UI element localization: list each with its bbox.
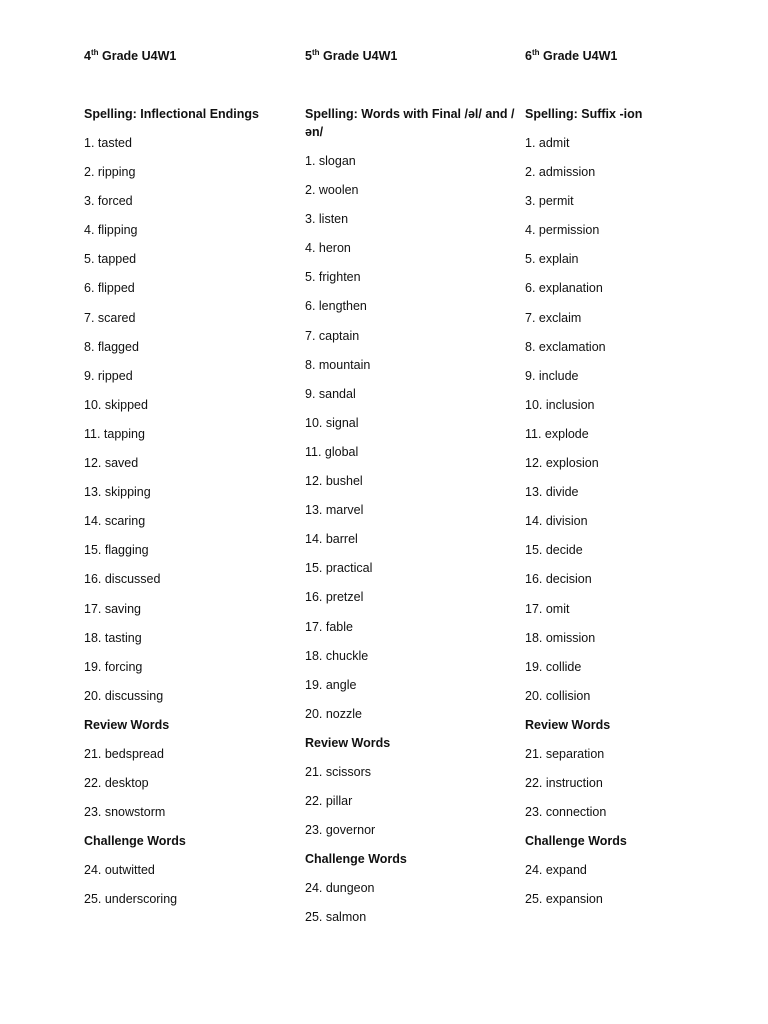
spelling-word: 2. ripping <box>84 165 136 180</box>
grade-number: 4 <box>84 49 91 63</box>
review-words-label: Review Words <box>84 717 170 732</box>
spelling-word: 7. captain <box>305 328 360 343</box>
spelling-word: 9. sandal <box>305 386 356 401</box>
grade-6-title <box>525 46 735 66</box>
spelling-word: 15. flagging <box>84 543 149 558</box>
spelling-word: 14. barrel <box>305 532 358 547</box>
spelling-word: 3. forced <box>84 194 133 209</box>
grade-title-rest: Grade U4W1 <box>539 49 618 63</box>
spelling-word: 20. collision <box>525 688 591 703</box>
grade-title-rest: Grade U4W1 <box>98 49 177 63</box>
review-word: 21. bedspread <box>84 746 164 761</box>
spelling-word: 4. permission <box>525 223 600 238</box>
spelling-word: 18. omission <box>525 630 596 645</box>
grade-5-column <box>305 46 515 938</box>
spelling-word: 15. decide <box>525 543 583 558</box>
spelling-word: 9. include <box>525 368 579 383</box>
spelling-word-list <box>525 134 735 908</box>
review-word: 22. desktop <box>84 776 149 791</box>
grade-4-column <box>84 46 294 920</box>
spelling-word: 6. explanation <box>525 281 603 296</box>
grade-ordinal-suffix: th <box>311 47 320 57</box>
review-word: 22. pillar <box>305 794 353 809</box>
review-words-label: Review Words <box>305 735 391 750</box>
spelling-heading: Spelling: Inflectional Endings <box>84 107 260 121</box>
challenge-word: 25. underscoring <box>84 892 178 907</box>
spelling-word: 20. discussing <box>84 688 164 703</box>
grade-5-title <box>305 46 515 66</box>
spelling-word: 13. skipping <box>84 485 151 500</box>
grade-ordinal-suffix: th <box>531 47 540 57</box>
grade-4-title <box>84 46 294 66</box>
spelling-word: 7. exclaim <box>525 310 582 325</box>
spelling-word: 11. tapping <box>84 426 145 441</box>
spelling-word: 8. flagged <box>84 339 139 354</box>
spelling-word: 10. signal <box>305 415 359 430</box>
spelling-word: 10. inclusion <box>525 397 595 412</box>
review-word: 23. governor <box>305 823 376 838</box>
spelling-word: 14. division <box>525 514 588 529</box>
spelling-word: 7. scared <box>84 310 136 325</box>
spelling-word: 16. decision <box>525 572 592 587</box>
spelling-word: 3. permit <box>525 194 574 209</box>
review-word: 22. instruction <box>525 776 603 791</box>
spelling-word: 13. divide <box>525 485 579 500</box>
grade-title-rest: Grade U4W1 <box>319 49 398 63</box>
spelling-word: 12. bushel <box>305 474 363 489</box>
spelling-word: 16. pretzel <box>305 590 364 605</box>
review-word: 21. separation <box>525 746 605 761</box>
spelling-word: 19. forcing <box>84 659 143 674</box>
spelling-word: 2. woolen <box>305 183 359 198</box>
challenge-word: 25. expansion <box>525 892 603 907</box>
grade-6-column <box>525 46 735 920</box>
spelling-word: 12. saved <box>84 456 139 471</box>
spelling-word: 3. listen <box>305 212 349 227</box>
spelling-word: 8. exclamation <box>525 339 606 354</box>
spelling-word: 10. skipped <box>84 397 148 412</box>
spelling-heading: Spelling: Suffix -ion <box>525 107 643 121</box>
spelling-word: 6. flipped <box>84 281 135 296</box>
spelling-word-list <box>84 134 294 908</box>
spelling-word: 5. frighten <box>305 270 361 285</box>
challenge-words-label: Challenge Words <box>525 834 627 849</box>
challenge-word: 24. dungeon <box>305 881 375 896</box>
challenge-words-label: Challenge Words <box>305 852 407 867</box>
spelling-word: 15. practical <box>305 561 373 576</box>
spelling-word: 17. omit <box>525 601 570 616</box>
spelling-word: 12. explosion <box>525 456 599 471</box>
spelling-word: 5. tapped <box>84 252 137 267</box>
spelling-word: 17. fable <box>305 619 353 634</box>
spelling-word: 19. angle <box>305 677 357 692</box>
spelling-word: 16. discussed <box>84 572 161 587</box>
spelling-word: 13. marvel <box>305 503 364 518</box>
spelling-word: 18. chuckle <box>305 648 369 663</box>
spelling-heading: Spelling: Words with Final /əl/ and /ən/ <box>305 107 515 139</box>
spelling-word-list <box>305 152 515 926</box>
challenge-word: 24. outwitted <box>84 863 155 878</box>
challenge-word: 25. salmon <box>305 910 367 925</box>
spelling-word: 4. heron <box>305 241 351 256</box>
spelling-word: 20. nozzle <box>305 706 362 721</box>
challenge-word: 24. expand <box>525 863 587 878</box>
grade-number: 6 <box>525 49 532 63</box>
spelling-word: 1. admit <box>525 136 570 150</box>
spelling-word: 5. explain <box>525 252 579 267</box>
spelling-word: 8. mountain <box>305 357 371 372</box>
spelling-word: 1. slogan <box>305 154 356 168</box>
challenge-words-label: Challenge Words <box>84 834 186 849</box>
grade-number: 5 <box>305 49 312 63</box>
spelling-word: 19. collide <box>525 659 582 674</box>
spelling-word: 2. admission <box>525 165 596 180</box>
spelling-word: 1. tasted <box>84 136 132 150</box>
review-word: 23. connection <box>525 805 607 820</box>
review-word: 21. scissors <box>305 764 371 779</box>
spelling-word: 11. global <box>305 444 359 459</box>
spelling-word: 4. flipping <box>84 223 138 238</box>
review-words-label: Review Words <box>525 717 611 732</box>
spelling-word: 9. ripped <box>84 368 133 383</box>
grade-ordinal-suffix: th <box>90 47 99 57</box>
spelling-word: 6. lengthen <box>305 299 367 314</box>
spelling-word: 11. explode <box>525 426 589 441</box>
spelling-word: 14. scaring <box>84 514 146 529</box>
spelling-word: 18. tasting <box>84 630 142 645</box>
spelling-word: 17. saving <box>84 601 141 616</box>
review-word: 23. snowstorm <box>84 805 166 820</box>
